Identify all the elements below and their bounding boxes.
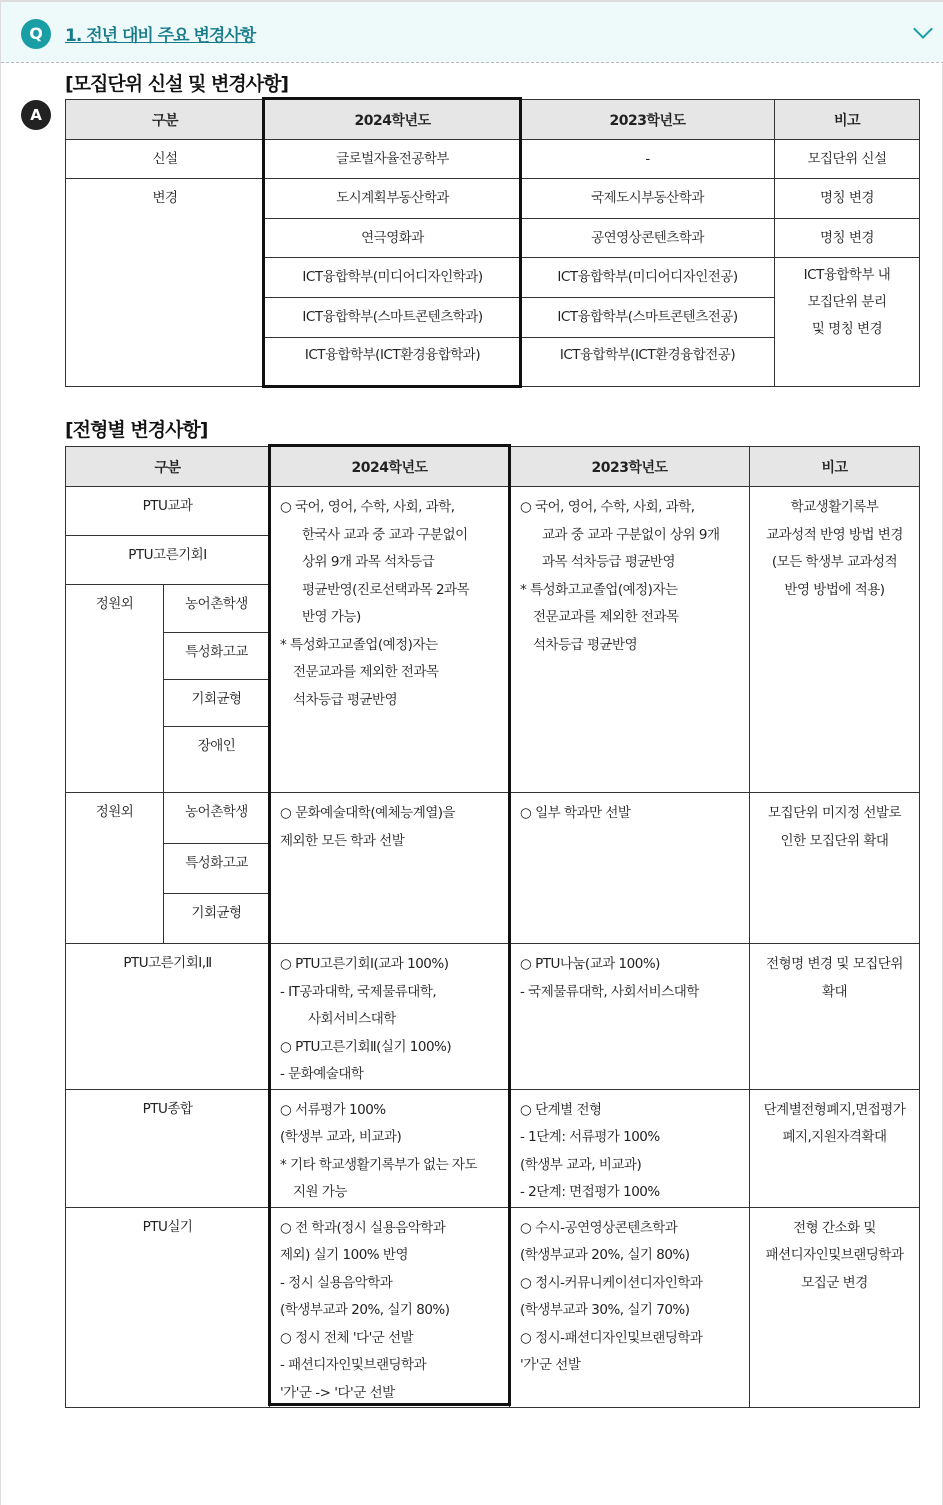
cell: -: [521, 140, 775, 179]
r5-note: [750, 1207, 920, 1408]
cell: 변경: [66, 179, 265, 387]
text-line: 폐지,지원자격확대: [782, 1129, 887, 1145]
r5-2023: [510, 1207, 750, 1408]
text-line: '가'군 -> '다'군 선발: [280, 1384, 395, 1401]
cell: ICT융합학부(스마트콘텐츠전공): [521, 298, 775, 338]
text-line: 학교생활기록부: [790, 499, 879, 515]
cell: 글로벌자율전공학부: [265, 140, 521, 179]
r1-2023: [510, 487, 750, 793]
r1-2024: [270, 487, 510, 793]
row-label: 특성화고교: [164, 633, 270, 680]
cell: ICT융합학부(ICT환경융합학과): [265, 338, 521, 387]
text-line: 평균반영(진로선택과목 2과목: [302, 581, 470, 598]
cell: ICT융합학부(미디어디자인학과): [265, 258, 521, 298]
text-line: (학생부교과 30%, 실기 70%): [520, 1302, 690, 1318]
row-label: 농어촌학생: [164, 793, 270, 844]
cell: 국제도시부동산학과: [521, 179, 775, 219]
row-label: 기회균형: [164, 680, 270, 727]
text-line: - 정시 실용음악학과: [280, 1274, 393, 1291]
text-line: 모집단위 미지정 선발로: [768, 805, 901, 821]
row-label: PTU종합: [66, 1089, 270, 1207]
text-line: ○ 정시 전체 '다'군 선발: [280, 1329, 414, 1346]
row-label: 특성화고교: [164, 844, 270, 894]
section2-title: [전형별 변경사항]: [65, 419, 208, 441]
table-row: [66, 140, 920, 179]
row-label: 농어촌학생: [164, 585, 270, 633]
text-line: 상위 9개 과목 석차등급: [302, 554, 435, 570]
header-cell: 2024학년도: [270, 447, 510, 487]
text-line: (학생부교과 20%, 실기 80%): [280, 1302, 450, 1318]
cell: 명칭 변경: [775, 179, 920, 219]
r5-2024: [270, 1207, 510, 1408]
accordion-title[interactable]: 1. 전년 대비 주요 변경사항: [65, 26, 256, 46]
text-line: (모든 학생부 교과성적: [771, 554, 898, 570]
cell: 모집단위 신설: [775, 140, 920, 179]
text-line: * 특성화고교졸업(예정)자는: [280, 636, 438, 653]
text-line: 석차등급 평균반영: [533, 636, 638, 653]
cell: ICT융합학부(ICT환경융합전공): [521, 338, 775, 387]
text-line: 전형명 변경 및 모집단위: [766, 956, 903, 972]
accordion-header[interactable]: [1, 0, 943, 63]
text-line: 전문교과를 제외한 전과목: [533, 609, 679, 625]
text-line: 확대: [821, 983, 848, 1000]
text-line: ○ PTU나눔(교과 100%): [520, 956, 660, 972]
text-line: ○ 국어, 영어, 수학, 사회, 과학,: [280, 499, 455, 515]
text-line: * 기타 학교생활기록부가 없는 자도: [280, 1156, 477, 1173]
cell: 공연영상콘텐츠학과: [521, 219, 775, 258]
text-line: ○ PTU고른기회Ⅱ(실기 100%): [280, 1038, 452, 1055]
r4-note: [750, 1089, 920, 1207]
r3-note: [750, 944, 920, 1090]
note-line: ICT융합학부 내: [803, 267, 891, 283]
text-line: 지원 가능: [293, 1184, 347, 1200]
row-label: PTU고른기회Ⅰ: [66, 536, 270, 585]
row-label: 장애인: [164, 727, 270, 793]
header-cell: 2023학년도: [510, 447, 750, 487]
r2-note: [750, 793, 920, 944]
row-label: 정원외: [66, 585, 164, 793]
r4-2024: [270, 1089, 510, 1207]
cell: [775, 258, 920, 387]
unit-change-table: [65, 99, 920, 387]
r2-2023: [510, 793, 750, 944]
text-line: 반영 방법에 적용): [784, 581, 885, 598]
text-line: ○ 일부 학과만 선발: [520, 805, 631, 821]
text-line: ○ 국어, 영어, 수학, 사회, 과학,: [520, 499, 695, 515]
r3-2024: [270, 944, 510, 1090]
header-cell: 2023학년도: [521, 100, 775, 140]
cell: 도시계획부동산학과: [265, 179, 521, 219]
text-line: - 1단계: 서류평가 100%: [520, 1129, 660, 1145]
text-line: 단계별전형폐지,면접평가: [763, 1101, 906, 1118]
text-line: (학생부 교과, 비교과): [280, 1129, 402, 1145]
text-line: 사회서비스대학: [308, 1011, 396, 1027]
text-line: 전형 간소화 및: [793, 1219, 876, 1236]
text-line: ○ 정시-패션디자인및브랜딩학과: [520, 1329, 703, 1346]
text-line: - 2단계: 면접평가 100%: [520, 1184, 660, 1200]
cell: 연극영화과: [265, 219, 521, 258]
table-row: [66, 179, 920, 219]
r1-note: [750, 487, 920, 793]
row-label: PTU교과: [66, 487, 270, 536]
text-line: * 특성화고교졸업(예정)자는: [520, 581, 678, 598]
row-label: 정원외: [66, 793, 164, 944]
text-line: 교과성적 반영 방법 변경: [766, 526, 903, 543]
text-line: ○ 서류평가 100%: [280, 1101, 386, 1118]
r2-2024: [270, 793, 510, 944]
question-badge-icon: Q: [21, 19, 51, 49]
text-line: 반영 가능): [302, 609, 361, 625]
chevron-down-icon[interactable]: [913, 19, 933, 39]
header-cell: 비고: [750, 447, 920, 487]
row-label: PTU고른기회Ⅰ,Ⅱ: [66, 944, 270, 1090]
header-cell: 구분: [66, 447, 270, 487]
header-cell: 2024학년도: [265, 100, 521, 140]
text-line: 제외) 실기 100% 반영: [280, 1247, 408, 1263]
text-line: 제외한 모든 학과 선발: [280, 832, 405, 849]
note-line: 모집단위 분리: [807, 294, 887, 310]
text-line: ○ 전 학과(정시 실용음악학과: [280, 1219, 446, 1236]
text-line: 교과 중 교과 구분없이 상위 9개: [542, 526, 720, 543]
text-line: 전문교과를 제외한 전과목: [293, 664, 439, 680]
answer-badge-icon: A: [21, 100, 51, 130]
text-line: ○ 문화예술대학(예체능계열)을: [280, 805, 456, 821]
text-line: 한국사 교과 중 교과 구분없이: [302, 526, 468, 543]
cell: 신설: [66, 140, 265, 179]
text-line: ○ PTU고른기회Ⅰ(교과 100%): [280, 956, 449, 972]
text-line: (학생부 교과, 비교과): [520, 1156, 642, 1173]
text-line: - 국제물류대학, 사회서비스대학: [520, 983, 699, 1000]
text-line: 모집군 변경: [801, 1274, 868, 1291]
text-line: ○ 단계별 전형: [520, 1101, 602, 1118]
text-line: 석차등급 평균반영: [293, 691, 398, 708]
r4-2023: [510, 1089, 750, 1207]
text-line: '가'군 선발: [520, 1357, 581, 1373]
cell: ICT융합학부(스마트콘텐츠학과): [265, 298, 521, 338]
row-label: 기회균형: [164, 894, 270, 944]
text-line: ○ 정시-커뮤니케이션디자인학과: [520, 1274, 703, 1291]
cell: 명칭 변경: [775, 219, 920, 258]
text-line: 패션디자인및브랜딩학과: [765, 1247, 904, 1263]
text-line: ○ 수시-공연영상콘텐츠학과: [520, 1219, 678, 1236]
text-line: - 패션디자인및브랜딩학과: [280, 1357, 427, 1373]
r3-2023: [510, 944, 750, 1090]
text-line: - 문화예술대학: [280, 1066, 364, 1082]
text-line: 인한 모집단위 확대: [780, 832, 889, 849]
text-line: 과목 석차등급 평균반영: [542, 554, 675, 570]
row-label: PTU실기: [66, 1207, 270, 1408]
text-line: (학생부교과 20%, 실기 80%): [520, 1247, 690, 1263]
text-line: - IT공과대학, 국제물류대학,: [280, 983, 437, 1000]
section1-title: [모집단위 신설 및 변경사항]: [65, 73, 289, 95]
cell: ICT융합학부(미디어디자인전공): [521, 258, 775, 298]
header-cell: 구분: [66, 100, 265, 140]
header-cell: 비고: [775, 100, 920, 140]
admission-change-table: [65, 446, 920, 1408]
note-line: 및 명칭 변경: [811, 321, 883, 337]
